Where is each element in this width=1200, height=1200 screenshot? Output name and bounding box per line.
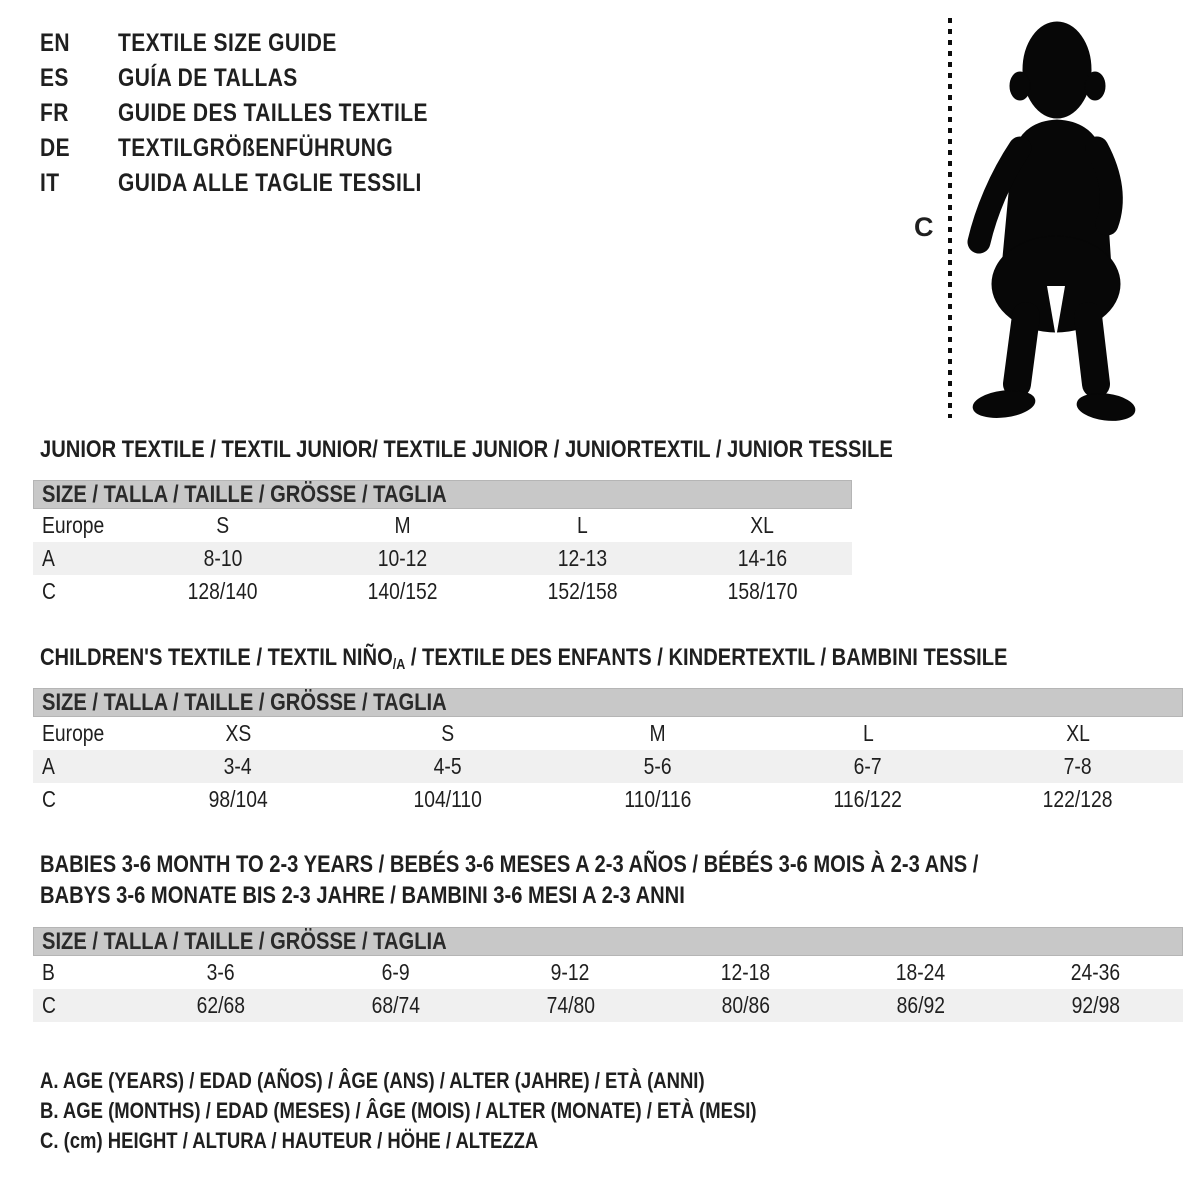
cell: S	[216, 512, 230, 538]
row-label: C	[42, 786, 56, 812]
row-label: B	[42, 959, 55, 985]
table-row	[33, 989, 1183, 1022]
legend-line-c	[40, 1126, 893, 1156]
cell: L	[862, 720, 874, 746]
junior-section-title	[40, 434, 1055, 465]
junior-section-title-text: JUNIOR TEXTILE / TEXTIL JUNIOR/ TEXTILE JUNIOR / JUNIORTEXTIL / JUNIOR TESSILE	[40, 436, 893, 463]
cell: 128/140	[187, 578, 258, 604]
cell: 3-4	[224, 753, 252, 779]
height-measure-label: C	[914, 212, 934, 242]
size-header-bar	[33, 927, 1183, 956]
language-code: DE	[40, 134, 71, 162]
cell: 9-12	[551, 959, 590, 985]
cell: 14-16	[737, 545, 787, 571]
language-row	[40, 166, 487, 201]
legend-text: B. AGE (MONTHS) / EDAD (MESES) / ÂGE (MOIS) / ALTER (MONATE) / ETÀ (MESI)	[40, 1098, 757, 1123]
title-post: / TEXTILE DES ENFANTS / KINDERTEXTIL / BAMBINI TESSILE	[405, 644, 1008, 671]
cell: 140/152	[367, 578, 438, 604]
language-row	[40, 26, 487, 61]
cell: 6-7	[854, 753, 882, 779]
table-row	[33, 783, 1183, 816]
cell: 62/68	[196, 992, 245, 1018]
size-header-bar	[33, 480, 852, 509]
table-row	[33, 750, 1183, 783]
cell: 5-6	[644, 753, 672, 779]
cell: 158/170	[727, 578, 798, 604]
language-title: TEXTILGRÖßENFÜHRUNG	[118, 134, 394, 162]
cell: 24-36	[1070, 959, 1121, 985]
babies-size-table	[33, 927, 1183, 1022]
size-header-text: SIZE / TALLA / TAILLE / GRÖSSE / TAGLIA	[42, 927, 447, 955]
row-label: A	[42, 545, 55, 571]
cell: 18-24	[895, 959, 946, 985]
row-label: Europe	[42, 512, 105, 538]
language-code: ES	[40, 64, 69, 92]
cell: 92/98	[1071, 992, 1120, 1018]
table-row	[33, 542, 852, 575]
height-dashed-line	[948, 18, 952, 418]
size-header-text: SIZE / TALLA / TAILLE / GRÖSSE / TAGLIA	[42, 688, 447, 716]
cell: 4-5	[434, 753, 462, 779]
cell: M	[394, 512, 411, 538]
language-row	[40, 96, 487, 131]
cell: M	[649, 720, 667, 746]
title-pre: CHILDREN'S TEXTILE / TEXTIL NIÑO	[40, 644, 393, 671]
cell: 86/92	[896, 992, 945, 1018]
language-title: TEXTILE SIZE GUIDE	[118, 29, 337, 57]
title-subscript: /A	[392, 657, 406, 674]
cell: 10-12	[377, 545, 428, 571]
cell: 7-8	[1064, 753, 1092, 779]
size-header-bar	[33, 688, 1183, 717]
children-size-table	[33, 688, 1183, 816]
legend-text: A. AGE (YEARS) / EDAD (AÑOS) / ÂGE (ANS) / ALTER (JAHRE) / ETÀ (ANNI)	[40, 1068, 705, 1093]
children-section-title	[40, 642, 1192, 681]
table-rows	[33, 717, 1183, 816]
children-section-title-text	[40, 642, 1007, 681]
cell: 122/128	[1043, 786, 1113, 812]
legend-line-b	[40, 1096, 893, 1126]
language-title: GUIDA ALLE TAGLIE TESSILI	[118, 169, 422, 197]
legend-line-a	[40, 1066, 893, 1096]
cell: 116/122	[833, 786, 903, 812]
cell: XS	[225, 720, 251, 746]
cell: 104/110	[413, 786, 483, 812]
language-row	[40, 131, 487, 166]
language-title-list	[40, 26, 487, 201]
measurement-legend	[40, 1066, 893, 1156]
table-row	[33, 956, 1183, 989]
junior-size-table	[33, 480, 852, 608]
table-row	[33, 575, 852, 608]
language-code: FR	[40, 99, 69, 127]
cell: 6-9	[381, 959, 410, 985]
table-row	[33, 717, 1183, 750]
language-title: GUIDE DES TAILLES TEXTILE	[118, 99, 428, 127]
language-code: IT	[40, 169, 60, 197]
toddler-silhouette-icon	[960, 16, 1140, 422]
cell: 98/104	[208, 786, 268, 812]
row-label: C	[42, 578, 56, 604]
legend-text: C. (cm) HEIGHT / ALTURA / HAUTEUR / HÖHE / ALTEZZA	[40, 1128, 539, 1153]
cell: 3-6	[206, 959, 235, 985]
table-rows	[33, 509, 852, 608]
cell: 110/116	[624, 786, 692, 812]
size-header-text: SIZE / TALLA / TAILLE / GRÖSSE / TAGLIA	[42, 480, 447, 508]
babies-title-line-2: BABYS 3-6 MONATE BIS 2-3 JAHRE / BAMBINI 3-6 MESI A 2-3 ANNI	[40, 882, 685, 909]
cell: S	[441, 720, 455, 746]
row-label: C	[42, 992, 56, 1018]
cell: XL	[750, 512, 774, 538]
cell: 152/158	[547, 578, 618, 604]
table-row	[33, 509, 852, 542]
cell: XL	[1066, 720, 1090, 746]
row-label: A	[42, 753, 55, 779]
language-title: GUÍA DE TALLAS	[118, 64, 298, 92]
cell: 12-18	[720, 959, 771, 985]
language-code: EN	[40, 29, 71, 57]
cell: L	[576, 512, 588, 538]
cell: 80/86	[721, 992, 770, 1018]
row-label: Europe	[42, 720, 105, 746]
cell: 68/74	[371, 992, 420, 1018]
cell: 12-13	[557, 545, 608, 571]
cell: 8-10	[203, 545, 243, 571]
language-row	[40, 61, 487, 96]
table-rows	[33, 956, 1183, 1022]
babies-title-line-1: BABIES 3-6 MONTH TO 2-3 YEARS / BEBÉS 3-6 MESES A 2-3 AÑOS / BÉBÉS 3-6 MOIS À 2-3 ANS /	[40, 851, 979, 878]
cell: 74/80	[546, 992, 595, 1018]
babies-section-title	[40, 849, 1157, 911]
